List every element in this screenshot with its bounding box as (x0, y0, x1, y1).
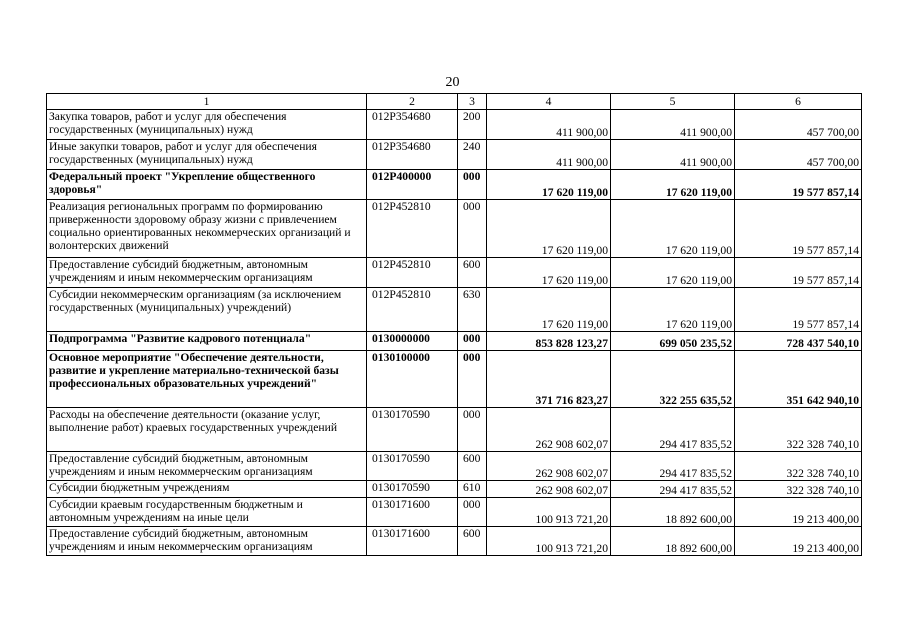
row-value-col6: 19 577 857,14 (735, 258, 862, 288)
row-name: Основное мероприятие "Обеспечение деятельности, развитие и укрепление материально-технической базы профессиональных образовательных учреждений" (47, 351, 367, 408)
table-row (47, 527, 862, 556)
row-code: 0130170590 (367, 408, 458, 452)
table-row (47, 288, 862, 332)
row-value-col6: 322 328 740,10 (735, 481, 862, 498)
row-code: 012P400000 (367, 170, 458, 200)
row-value-col4: 17 620 119,00 (487, 288, 611, 332)
row-value-col4: 100 913 721,20 (487, 527, 611, 556)
row-value-col4: 853 828 123,27 (487, 332, 611, 351)
table-row (47, 110, 862, 140)
row-value-col4: 17 620 119,00 (487, 170, 611, 200)
row-value-col4: 100 913 721,20 (487, 498, 611, 527)
row-kind: 000 (458, 200, 487, 258)
row-value-col6: 19 577 857,14 (735, 170, 862, 200)
row-value-col4: 411 900,00 (487, 110, 611, 140)
column-header: 4 (487, 94, 611, 110)
row-value-col5: 294 417 835,52 (611, 481, 735, 498)
row-name: Субсидии некоммерческим организациям (за исключением государственных (муниципальных) учреждений) (47, 288, 367, 332)
table-row (47, 258, 862, 288)
row-kind: 200 (458, 110, 487, 140)
column-header: 6 (735, 94, 862, 110)
row-value-col4: 262 908 602,07 (487, 481, 611, 498)
row-value-col4: 371 716 823,27 (487, 351, 611, 408)
table-header-row (47, 94, 862, 110)
row-value-col6: 457 700,00 (735, 140, 862, 170)
table-row (47, 481, 862, 498)
page-number: 20 (445, 75, 460, 90)
table-row (47, 452, 862, 481)
row-kind: 600 (458, 258, 487, 288)
row-code: 0130170590 (367, 481, 458, 498)
row-value-col4: 17 620 119,00 (487, 200, 611, 258)
row-name: Подпрограмма "Развитие кадрового потенциала" (47, 332, 367, 351)
row-value-col6: 728 437 540,10 (735, 332, 862, 351)
budget-table (46, 93, 862, 556)
row-kind: 000 (458, 351, 487, 408)
row-value-col5: 17 620 119,00 (611, 258, 735, 288)
row-name: Федеральный проект "Укрепление общественного здоровья" (47, 170, 367, 200)
row-kind: 630 (458, 288, 487, 332)
row-name: Расходы на обеспечение деятельности (оказание услуг, выполнение работ) краевых государственных учреждений (47, 408, 367, 452)
row-value-col5: 411 900,00 (611, 110, 735, 140)
row-value-col6: 19 213 400,00 (735, 527, 862, 556)
row-name: Предоставление субсидий бюджетным, автономным учреждениям и иным некоммерческим организациям (47, 452, 367, 481)
row-kind: 610 (458, 481, 487, 498)
table-row (47, 140, 862, 170)
row-name: Субсидии бюджетным учреждениям (47, 481, 367, 498)
row-code: 012P452810 (367, 258, 458, 288)
row-value-col6: 322 328 740,10 (735, 408, 862, 452)
table-row (47, 351, 862, 408)
row-value-col6: 457 700,00 (735, 110, 862, 140)
row-name: Предоставление субсидий бюджетным, автономным учреждениям и иным некоммерческим организациям (47, 527, 367, 556)
row-kind: 240 (458, 140, 487, 170)
row-kind: 600 (458, 527, 487, 556)
row-value-col6: 351 642 940,10 (735, 351, 862, 408)
row-code: 0130171600 (367, 498, 458, 527)
row-value-col5: 18 892 600,00 (611, 498, 735, 527)
row-value-col6: 19 577 857,14 (735, 288, 862, 332)
row-value-col5: 17 620 119,00 (611, 170, 735, 200)
column-header: 1 (47, 94, 367, 110)
row-name: Закупка товаров, работ и услуг для обеспечения государственных (муниципальных) нужд (47, 110, 367, 140)
table-row (47, 170, 862, 200)
row-value-col5: 294 417 835,52 (611, 408, 735, 452)
row-value-col5: 699 050 235,52 (611, 332, 735, 351)
row-kind: 600 (458, 452, 487, 481)
row-code: 0130170590 (367, 452, 458, 481)
column-header: 3 (458, 94, 487, 110)
row-value-col5: 411 900,00 (611, 140, 735, 170)
row-code: 012P354680 (367, 110, 458, 140)
row-value-col4: 17 620 119,00 (487, 258, 611, 288)
row-kind: 000 (458, 408, 487, 452)
table-row (47, 498, 862, 527)
row-value-col4: 262 908 602,07 (487, 408, 611, 452)
row-code: 012P452810 (367, 200, 458, 258)
column-header: 2 (367, 94, 458, 110)
row-name: Реализация региональных программ по формированию приверженности здоровому образу жизни с привлечением социально ориентированных некоммерческих организаций и волонтерских движений (47, 200, 367, 258)
table-row (47, 408, 862, 452)
row-kind: 000 (458, 332, 487, 351)
row-value-col5: 17 620 119,00 (611, 288, 735, 332)
row-code: 0130100000 (367, 351, 458, 408)
row-code: 012P452810 (367, 288, 458, 332)
row-value-col5: 322 255 635,52 (611, 351, 735, 408)
row-value-col5: 17 620 119,00 (611, 200, 735, 258)
row-name: Субсидии краевым государственным бюджетным и автономным учреждениям на иные цели (47, 498, 367, 527)
row-value-col4: 262 908 602,07 (487, 452, 611, 481)
row-kind: 000 (458, 170, 487, 200)
column-header: 5 (611, 94, 735, 110)
row-name: Иные закупки товаров, работ и услуг для обеспечения государственных (муниципальных) нужд (47, 140, 367, 170)
row-value-col6: 322 328 740,10 (735, 452, 862, 481)
row-name: Предоставление субсидий бюджетным, автономным учреждениям и иным некоммерческим организациям (47, 258, 367, 288)
row-value-col6: 19 213 400,00 (735, 498, 862, 527)
row-code: 0130000000 (367, 332, 458, 351)
row-code: 0130171600 (367, 527, 458, 556)
row-value-col5: 18 892 600,00 (611, 527, 735, 556)
row-value-col5: 294 417 835,52 (611, 452, 735, 481)
row-value-col6: 19 577 857,14 (735, 200, 862, 258)
table-row (47, 332, 862, 351)
row-code: 012P354680 (367, 140, 458, 170)
row-value-col4: 411 900,00 (487, 140, 611, 170)
table-row (47, 200, 862, 258)
row-kind: 000 (458, 498, 487, 527)
